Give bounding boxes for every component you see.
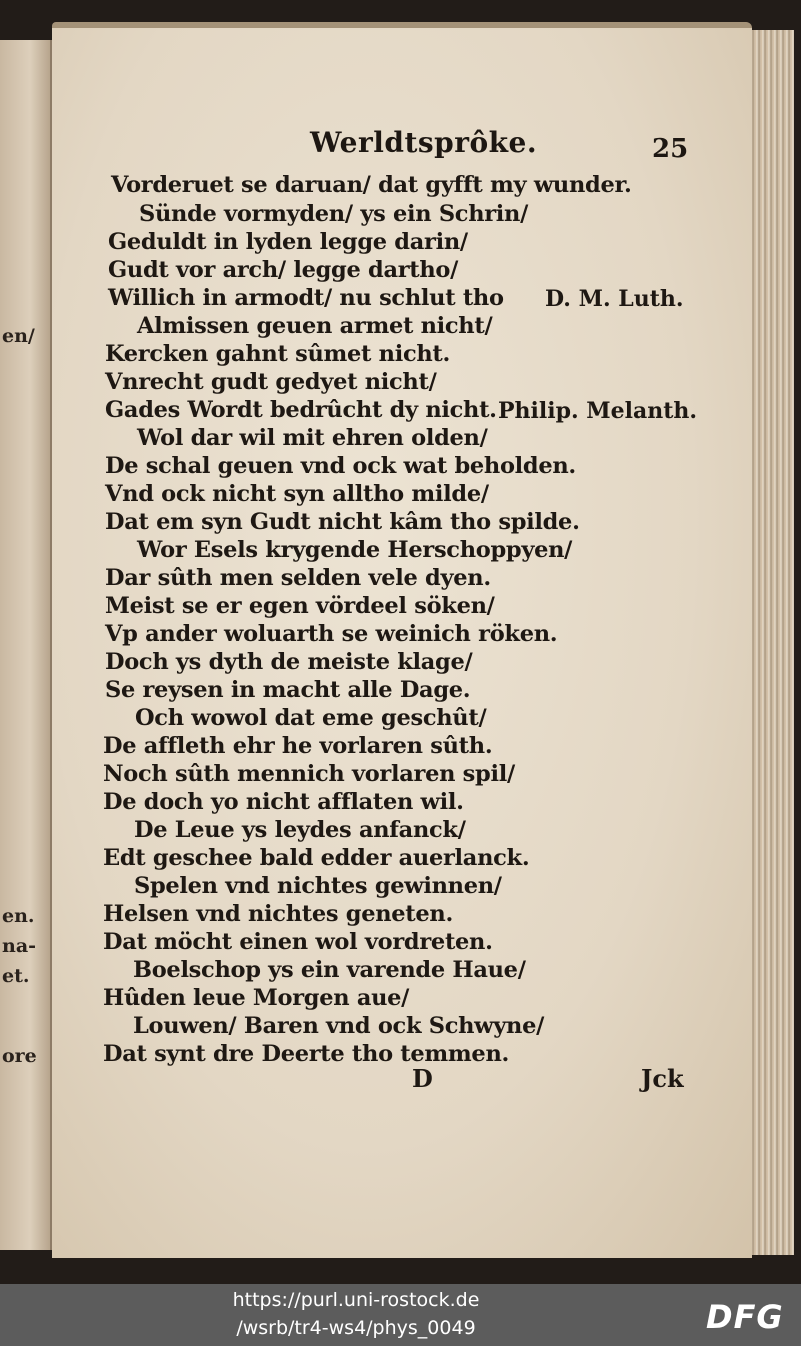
left-page-edge xyxy=(0,40,52,1250)
left-page-fragment: na- xyxy=(2,935,37,957)
catchword: Jck xyxy=(641,1064,684,1093)
text-line: Se reysen in macht alle Dage. xyxy=(105,677,471,703)
text-line: Wor Esels krygende Herschoppyen/ xyxy=(137,537,573,563)
text-line: Sünde vormyden/ ys ein Schrin/ xyxy=(139,201,529,227)
attribution-luther: D. M. Luth. xyxy=(545,286,684,312)
running-head: Werldtsprôke. xyxy=(310,126,538,159)
text-line: Vorderuet se daruan/ dat gyfft my wunder. xyxy=(111,172,632,198)
text-line: Wol dar wil mit ehren olden/ xyxy=(137,425,488,451)
signature-mark: D xyxy=(412,1064,433,1093)
left-page-fragment: en. xyxy=(2,905,35,927)
text-line: Dat möcht einen wol vordreten. xyxy=(103,929,493,955)
dfg-logo: DFG xyxy=(706,1298,784,1336)
text-line: Och wowol dat eme geschût/ xyxy=(135,705,487,731)
text-line: Willich in armodt/ nu schlut tho xyxy=(108,285,504,311)
text-line: Gades Wordt bedrûcht dy nicht. xyxy=(105,397,497,423)
left-page-fragment: en/ xyxy=(2,325,35,347)
text-line: Kercken gahnt sûmet nicht. xyxy=(105,341,451,367)
book-page-edges xyxy=(748,30,794,1255)
left-page-fragment: et. xyxy=(2,965,30,987)
text-line: Spelen vnd nichtes gewinnen/ xyxy=(134,873,502,899)
permalink-url-line-2[interactable]: /wsrb/tr4-ws4/phys_0049 xyxy=(236,1317,476,1339)
text-line: De affleth ehr he vorlaren sûth. xyxy=(103,733,493,759)
text-line: Hûden leue Morgen aue/ xyxy=(103,985,410,1011)
text-line: De doch yo nicht afflaten wil. xyxy=(103,789,464,815)
text-line: Noch sûth mennich vorlaren spil/ xyxy=(103,761,515,787)
text-line: De Leue ys leydes anfanck/ xyxy=(134,817,466,843)
text-line: De schal geuen vnd ock wat beholden. xyxy=(105,453,576,479)
text-line: Vnd ock nicht syn alltho milde/ xyxy=(105,481,489,507)
text-line: Dar sûth men selden vele dyen. xyxy=(105,565,491,591)
text-line: Meist se er egen vördeel söken/ xyxy=(105,593,495,619)
attribution-melanchthon: Philip. Melanth. xyxy=(498,398,698,424)
text-line: Geduldt in lyden legge darin/ xyxy=(108,229,468,255)
text-line: Doch ys dyth de meiste klage/ xyxy=(105,649,473,675)
text-line: Dat em syn Gudt nicht kâm tho spilde. xyxy=(105,509,580,535)
page-number: 25 xyxy=(652,134,689,164)
text-line: Louwen/ Baren vnd ock Schwyne/ xyxy=(133,1013,545,1039)
text-line: Helsen vnd nichtes geneten. xyxy=(103,901,453,927)
text-line: Boelschop ys ein varende Haue/ xyxy=(133,957,526,983)
text-line: Gudt vor arch/ legge dartho/ xyxy=(108,257,459,283)
text-line: Almissen geuen armet nicht/ xyxy=(137,313,493,339)
text-line: Vp ander woluarth se weinich röken. xyxy=(105,621,558,647)
text-line: Edt geschee bald edder auerlanck. xyxy=(103,845,530,871)
text-line: Vnrecht gudt gedyet nicht/ xyxy=(105,369,437,395)
viewer-footer xyxy=(0,1284,801,1346)
permalink-url-line-1[interactable]: https://purl.uni-rostock.de xyxy=(232,1289,480,1311)
text-line: Dat synt dre Deerte tho temmen. xyxy=(103,1041,510,1067)
left-page-fragment: ore xyxy=(2,1045,37,1067)
